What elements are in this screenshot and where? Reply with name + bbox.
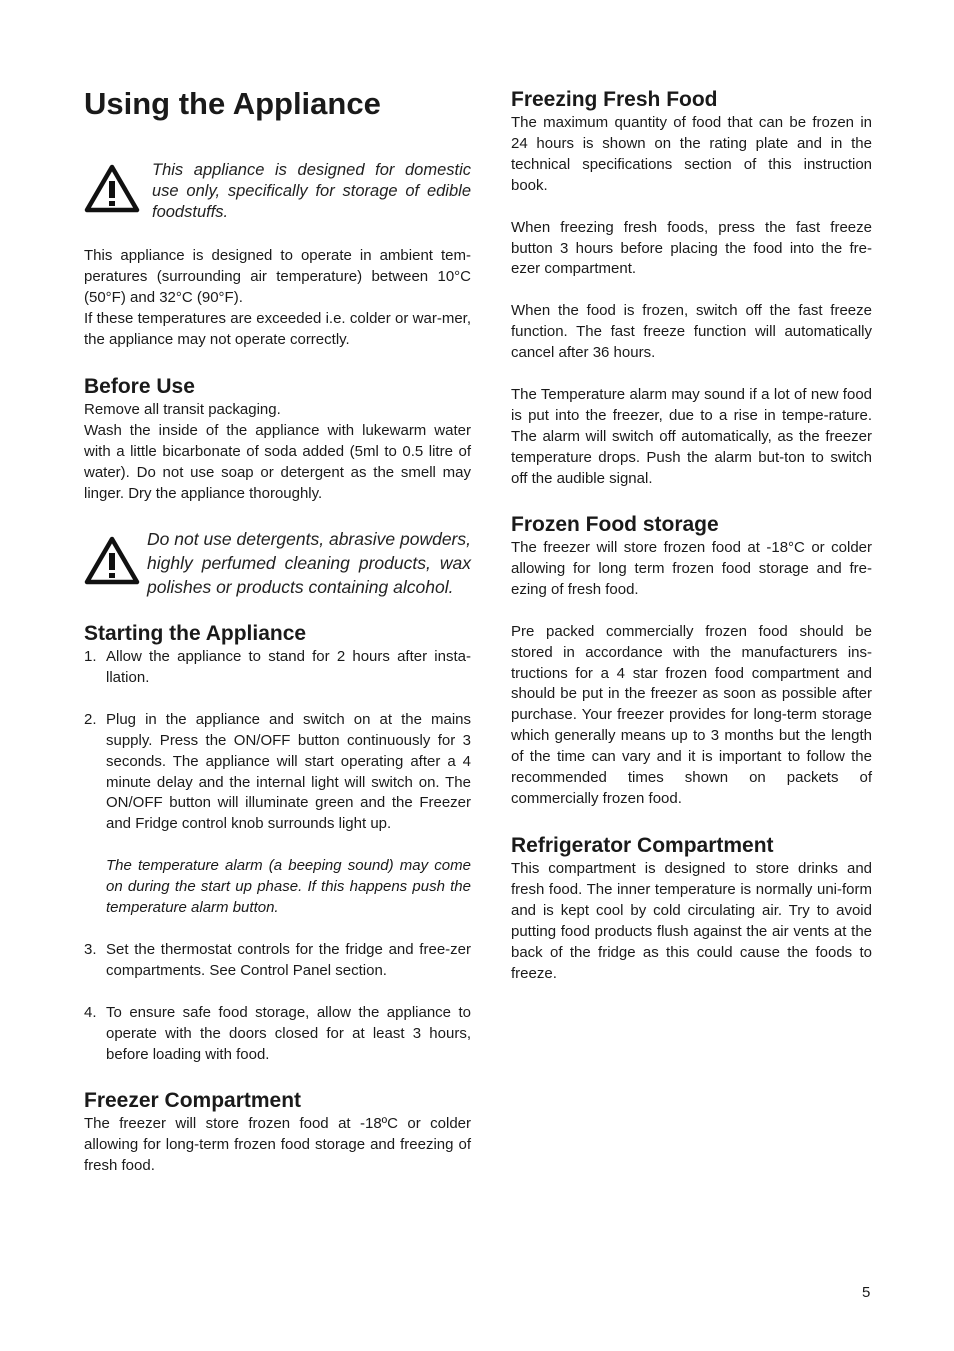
- step-number: 3.: [84, 940, 97, 958]
- list-item: [84, 940, 471, 982]
- freezing-fresh-section: [511, 87, 872, 490]
- step-note: The temperature alarm (a beeping sound) may come on during the start up phase. If this happens push the temperature alarm button.: [106, 857, 471, 917]
- intro-section: [84, 246, 471, 351]
- before-use-paragraph: Wash the inside of the appliance with lukewarm water with a little bicarbonate of soda added (5ml to 0.5 litre of water). Do not use soap or detergent as the smell may linger. Dry the appliance thoroughly.: [84, 421, 471, 502]
- steps-list: [84, 647, 471, 1066]
- warning-domestic-use: This appliance is designed for domestic use only, specifically for storage of edible foodstuffs.: [152, 161, 471, 221]
- intro-paragraph: This appliance is designed to operate in ambient tem-peratures (surrounding air temperature) between 10°C (50°F) and 32°C (90°F).: [84, 247, 471, 306]
- section-heading: Frozen Food storage: [511, 513, 719, 536]
- freezer-compartment-section: [84, 1088, 471, 1177]
- refrigerator-paragraph: This compartment is designed to store drinks and fresh food. The inner temperature is normally uni-form and is kept cool by cold circulating air. Try to avoid putting food products flush against the air vents at the back of the fridge as this could cause the foods to freeze.: [511, 860, 872, 982]
- step-number: 1.: [84, 648, 97, 665]
- section-heading: Freezing Fresh Food: [511, 88, 718, 111]
- page-number: 5: [862, 1284, 871, 1301]
- warning-cleaning-products: Do not use detergents, abrasive powders, highly perfumed cleaning products, wax polishes or products containing alcohol.: [147, 529, 471, 597]
- list-item: [84, 710, 471, 919]
- starting-section: [84, 621, 471, 1066]
- step-text: Allow the appliance to stand for 2 hours after insta-llation.: [106, 648, 471, 686]
- list-item: [84, 1003, 471, 1066]
- frozen-storage-paragraph: Pre packed commercially frozen food should be stored in accordance with the manufacturers ins-tructions for a 4 star frozen food compartment and should be put in the freezer as soon as possible after purchase. Your freezer provides for long-term storage which generally means up to 3 months but the length of the time can vary and it is important to follow the recommended times shown on packets of commercially frozen food.: [511, 622, 872, 807]
- section-heading: Refrigerator Compartment: [511, 834, 774, 857]
- warning-triangle-icon: [84, 536, 140, 586]
- section-heading: Freezer Compartment: [84, 1089, 302, 1112]
- list-item: [84, 647, 471, 689]
- frozen-storage-section: [511, 512, 872, 810]
- before-use-paragraph: Remove all transit packaging.: [84, 401, 281, 418]
- freezing-fresh-paragraph: When the food is frozen, switch off the fast freeze function. The fast freeze function will automatically cancel after 36 hours.: [511, 302, 872, 362]
- step-text: To ensure safe food storage, allow the appliance to operate with the doors closed for at least 3 hours, before loading with food.: [106, 1003, 471, 1063]
- freezing-fresh-paragraph: The maximum quantity of food that can be frozen in 24 hours is shown on the rating plate and in the technical specifications section of this instruction book.: [511, 114, 872, 194]
- warning-triangle-icon: [84, 164, 140, 214]
- section-heading: Before Use: [84, 375, 195, 398]
- freezing-fresh-paragraph: When freezing fresh foods, press the fast freeze button 3 hours before placing the food into the fre-ezer compartment.: [511, 218, 872, 278]
- freezing-fresh-paragraph: The Temperature alarm may sound if a lot of new food is put into the freezer, due to a rise in tempe-rature. The alarm will switch off automatically, as the freezer temperature drops. Push the alarm but-ton to switch off the audible signal.: [511, 386, 872, 487]
- intro-paragraph: If these temperatures are exceeded i.e. colder or war-mer, the appliance may not operate correctly.: [84, 309, 471, 348]
- step-text: Plug in the appliance and switch on at the mains supply. Press the ON/OFF button continuously for 3 seconds. The appliance will start operating after a 4 minute delay and the internal light will switch on. The ON/OFF button will illuminate green and the Freezer and Fridge control knob surrounds light up.: [106, 710, 471, 833]
- step-number: 2.: [84, 710, 97, 728]
- before-use-section: [84, 374, 471, 505]
- freezer-compartment-paragraph: The freezer will store frozen food at -18ºC or colder allowing for long-term frozen food storage and freezing of fresh food.: [84, 1115, 471, 1174]
- section-heading: Starting the Appliance: [84, 622, 307, 645]
- page-title: Using the Appliance: [84, 86, 381, 121]
- step-text: Set the thermostat controls for the fridge and free-zer compartments. See Control Panel section.: [106, 940, 471, 979]
- step-number: 4.: [84, 1003, 97, 1021]
- frozen-storage-paragraph: The freezer will store frozen food at -18°C or colder allowing for long term frozen food storage and fre-ezing of fresh food.: [511, 539, 872, 598]
- refrigerator-section: [511, 833, 872, 984]
